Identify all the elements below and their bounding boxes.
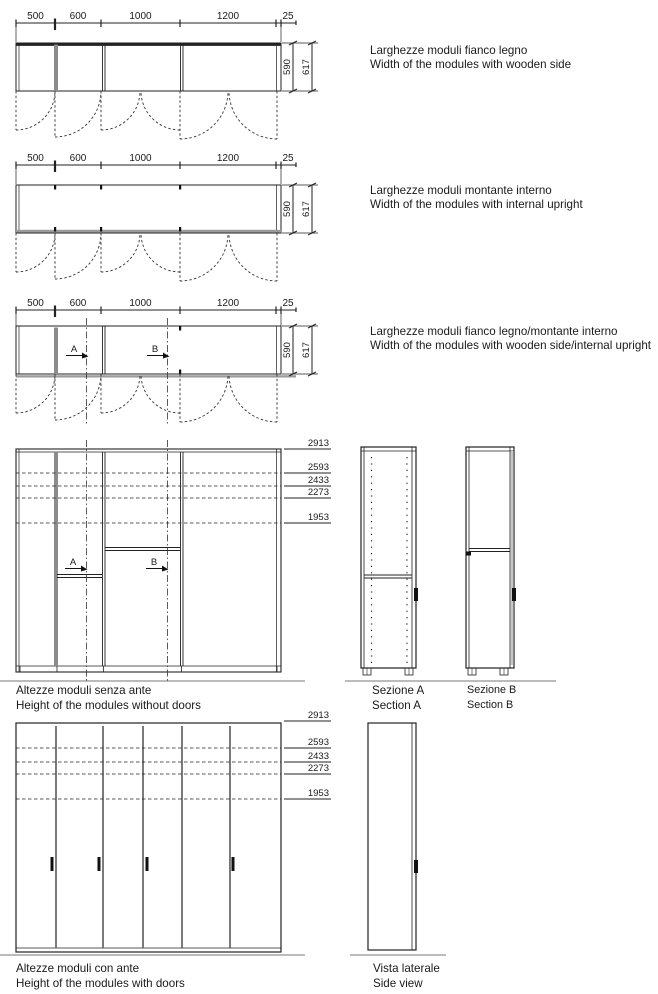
caption-it: Sezione A xyxy=(372,684,425,697)
width-dim-label: 1000 xyxy=(129,153,152,164)
depth-inner-label: 590 xyxy=(282,342,293,358)
shelf-b xyxy=(105,548,180,551)
width-dim-label: 500 xyxy=(27,11,44,22)
width-ruler xyxy=(16,306,296,330)
caption-en: Height of the modules with doors xyxy=(16,977,185,990)
depth-outer-label: 617 xyxy=(301,59,312,75)
top-view-mixed xyxy=(16,298,652,425)
caption-en: Section A xyxy=(372,699,421,712)
width-dim-label: 1200 xyxy=(216,153,240,164)
caption-it: Sezione B xyxy=(467,684,517,696)
top-view-wooden-side xyxy=(16,11,571,139)
door-swing-arcs xyxy=(16,374,277,422)
height-label: 2273 xyxy=(307,487,329,498)
caption-it: Larghezze moduli fianco legno/montante interno xyxy=(370,325,618,338)
door-handle xyxy=(512,588,516,601)
width-dim-label: 1000 xyxy=(129,298,152,309)
section-marker-a xyxy=(66,344,89,359)
side-view xyxy=(350,723,446,990)
height-label: 1953 xyxy=(307,788,329,799)
width-ruler xyxy=(16,161,296,185)
section-marker-a xyxy=(65,557,88,572)
depth-outer-label: 617 xyxy=(301,342,312,358)
width-dim-label: 25 xyxy=(282,298,294,309)
marker-b-label: B xyxy=(150,557,158,568)
section-marker-b xyxy=(146,557,169,572)
elevation-with-doors xyxy=(0,710,331,990)
section-a-view xyxy=(345,447,556,712)
width-dim-label: 500 xyxy=(27,153,44,164)
height-label: 2913 xyxy=(307,710,329,721)
shelf-b xyxy=(469,549,510,552)
width-ruler xyxy=(16,19,296,43)
shelf-support xyxy=(466,552,471,556)
top-view-internal-upright xyxy=(16,153,583,281)
width-dim-label: 600 xyxy=(69,11,87,22)
door-handle xyxy=(414,588,418,601)
width-dim-label: 25 xyxy=(282,11,294,22)
shelf-a xyxy=(364,575,412,578)
section-b-view xyxy=(466,447,516,711)
carcass-front xyxy=(16,449,281,672)
height-label: 2273 xyxy=(307,763,329,774)
height-label: 2593 xyxy=(307,737,329,748)
carcass-plan xyxy=(16,185,281,233)
elevation-without-doors xyxy=(0,438,331,712)
width-dim-label: 1000 xyxy=(129,11,152,22)
width-dim-label: 600 xyxy=(69,153,87,164)
width-dim-label: 1200 xyxy=(216,298,240,309)
shelf-a xyxy=(57,575,102,578)
caption-en: Width of the modules with wooden side xyxy=(370,58,572,71)
wooden-side-panel xyxy=(54,45,58,92)
door-handle xyxy=(414,860,418,873)
section-cut-lines xyxy=(87,318,168,425)
width-dim-label: 500 xyxy=(27,298,44,309)
door-gaps xyxy=(56,726,230,948)
door-front xyxy=(16,723,281,952)
shelf-peg-holes xyxy=(372,457,408,663)
width-dim-label: 600 xyxy=(69,298,87,309)
height-label: 2433 xyxy=(307,751,329,762)
wooden-side-panel xyxy=(54,328,58,375)
depth-inner-label: 590 xyxy=(282,201,293,217)
height-dimension-labels xyxy=(284,710,331,799)
caption-it: Larghezze moduli fianco legno xyxy=(370,44,528,57)
caption-en: Section B xyxy=(467,699,514,711)
section-marker-b xyxy=(147,344,170,359)
height-dimension-labels xyxy=(284,438,331,523)
caption-it: Larghezze moduli montante interno xyxy=(370,184,552,197)
width-dim-label: 1200 xyxy=(216,11,240,22)
caption-it: Altezze moduli con ante xyxy=(16,962,140,975)
height-label: 1953 xyxy=(307,512,329,523)
marker-a-label: A xyxy=(70,344,78,355)
caption-en: Height of the modules without doors xyxy=(16,699,201,712)
caption-en: Width of the modules with wooden side/internal upright xyxy=(370,339,651,352)
height-label: 2913 xyxy=(307,438,329,449)
marker-a-label: A xyxy=(69,557,77,568)
door-swing-arcs xyxy=(16,91,277,139)
caption-en: Width of the modules with internal upright xyxy=(370,198,583,211)
height-label: 2433 xyxy=(307,475,329,486)
caption-en: Side view xyxy=(373,977,423,990)
wooden-side-panel xyxy=(54,452,58,666)
depth-outer-label: 617 xyxy=(301,201,312,217)
door-swing-arcs xyxy=(16,233,277,281)
marker-b-label: B xyxy=(151,344,159,355)
carcass-plan xyxy=(16,43,281,91)
width-dim-label: 25 xyxy=(282,153,294,164)
height-label: 2593 xyxy=(307,462,329,473)
caption-it: Vista laterale xyxy=(373,962,440,975)
depth-inner-label: 590 xyxy=(282,59,293,75)
internal-upright-marks xyxy=(54,185,181,232)
caption-it: Altezze moduli senza ante xyxy=(16,684,152,697)
